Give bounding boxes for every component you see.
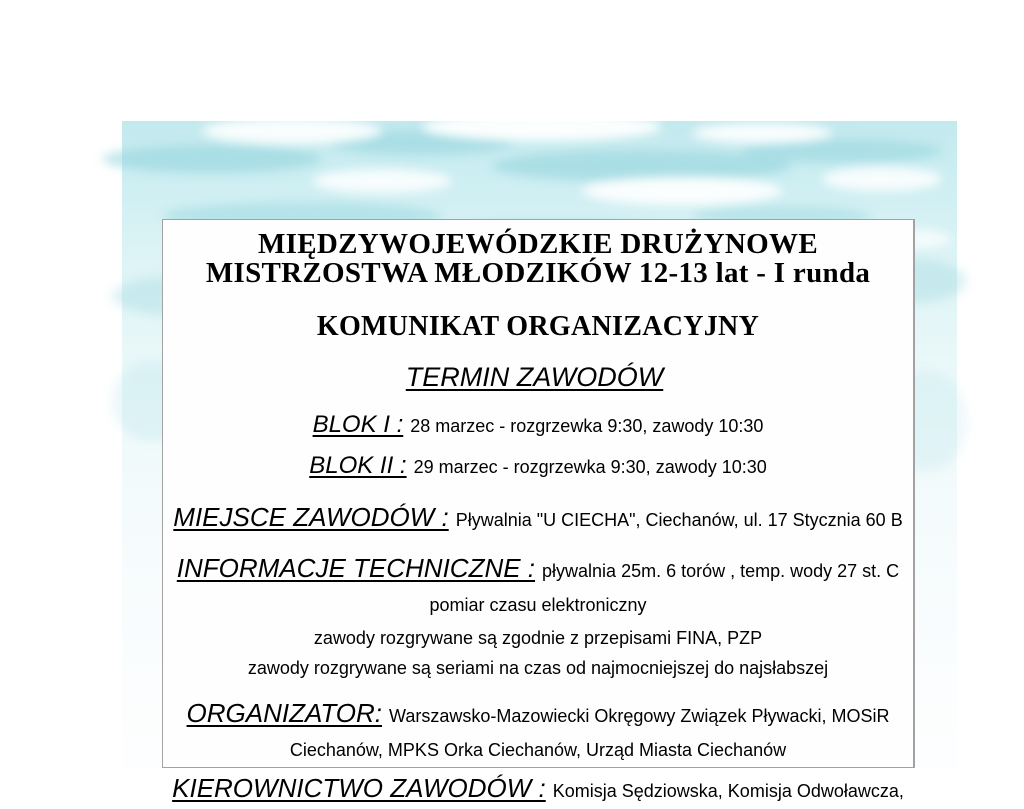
informacje-line-serie: zawody rozgrywane są seriami na czas od najmocniejszej do najsłabszej	[247, 658, 829, 678]
blok2-heading: BLOK II :	[309, 452, 407, 479]
informacje-line-pomiar: pomiar czasu elektroniczny	[429, 595, 647, 615]
termin-heading: TERMIN ZAWODÓW	[405, 362, 664, 392]
blok1-heading: BLOK I :	[312, 411, 404, 438]
section-kierownictwo	[168, 772, 908, 809]
announcement-document	[162, 219, 915, 803]
informacje-heading: INFORMACJE TECHNICZNE :	[176, 553, 536, 583]
miejsce-heading: MIEJSCE ZAWODÓW :	[173, 502, 449, 532]
kierownictwo-text: Komisja Sędziowska, Komisja Odwoławcza,	[552, 781, 904, 801]
title-line-2: MISTRZOSTWA MŁODZIKÓW 12-13 lat - I runda	[205, 257, 871, 289]
section-blok-1	[168, 410, 908, 443]
subtitle: KOMUNIKAT ORGANIZACYJNY	[316, 311, 760, 342]
blok2-text: 29 marzec - rozgrzewka 9:30, zawody 10:30	[413, 457, 767, 477]
section-miejsce	[168, 501, 908, 538]
kierownictwo-heading: KIEROWNICTWO ZAWODÓW :	[172, 773, 546, 803]
informacje-line-przepisy: zawody rozgrywane są zgodnie z przepisami FINA, PZP	[313, 628, 763, 648]
section-termin	[168, 362, 908, 397]
organizator-text: Warszawsko-Mazowiecki Okręgowy Związek Pływacki, MOSiR Ciechanów, MPKS Orka Ciechanów, Urząd Miasta Ciechanów	[289, 706, 890, 760]
section-informacje	[168, 552, 908, 589]
title-line-1: MIĘDZYWOJEWÓDZKIE DRUŻYNOWE	[258, 228, 818, 260]
section-blok-2	[168, 451, 908, 484]
section-organizator	[176, 697, 901, 768]
miejsce-text: Pływalnia "U CIECHA", Ciechanów, ul. 17 Stycznia 60 B	[455, 510, 903, 530]
organizator-heading: ORGANIZATOR:	[186, 698, 383, 728]
blok1-text: 28 marzec - rozgrzewka 9:30, zawody 10:30	[410, 416, 764, 436]
informacje-text: pływalnia 25m. 6 torów , temp. wody 27 st. C	[542, 561, 900, 581]
